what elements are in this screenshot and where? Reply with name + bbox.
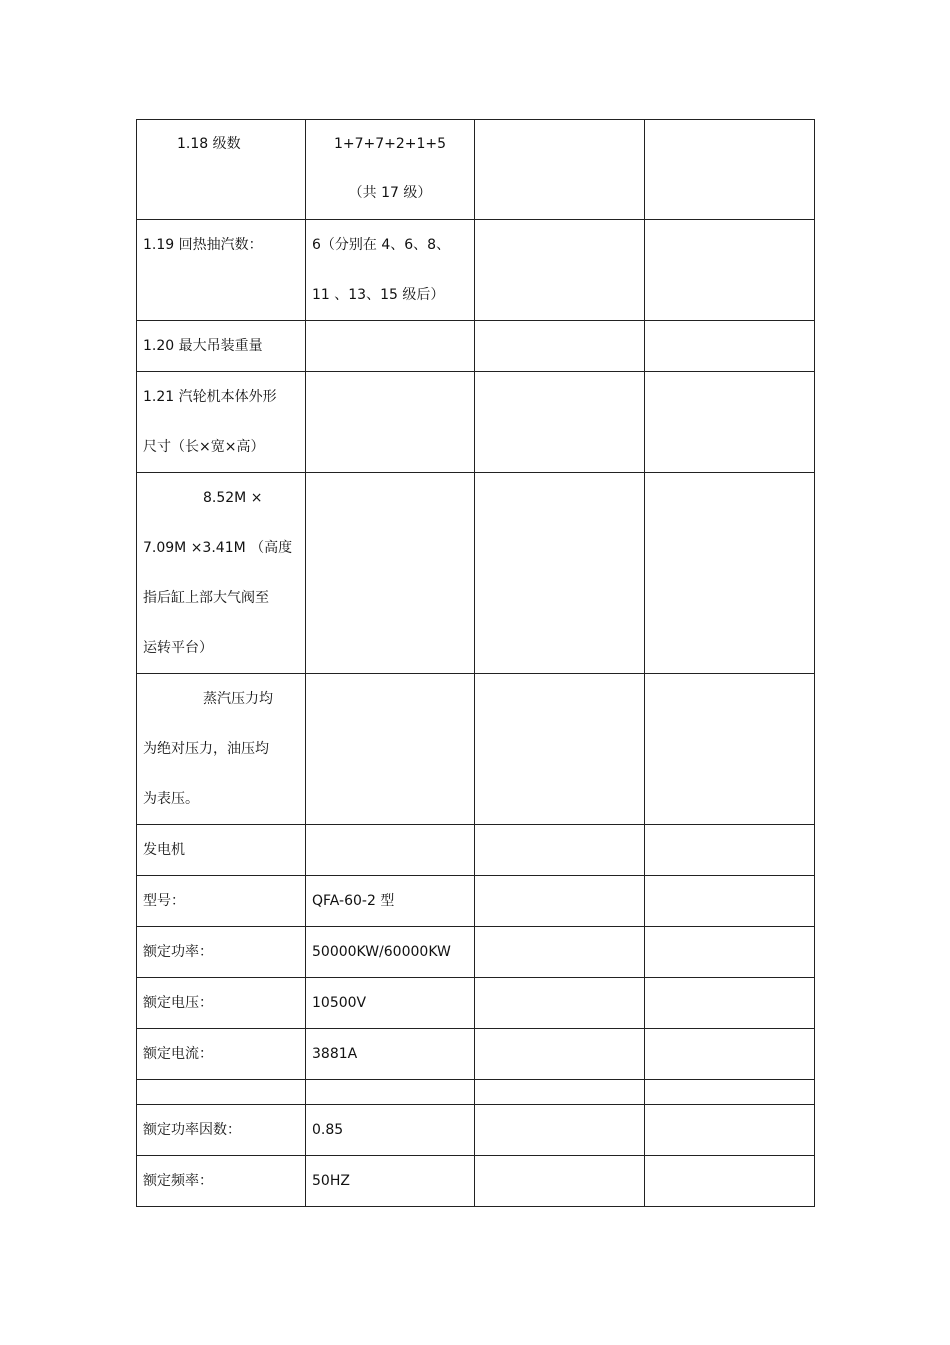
table-row: [137, 473, 815, 674]
param-cell: [137, 1029, 306, 1080]
value-cell: [306, 825, 475, 876]
value-cell: [306, 927, 475, 978]
param-text: 1.20 最大吊装重量: [143, 338, 263, 354]
empty-cell: [645, 1156, 815, 1207]
param-text: 指后缸上部大气阀至: [143, 590, 269, 606]
param-text: 尺寸（长×宽×高）: [143, 439, 265, 455]
value-text: 6（分别在 4、6、8、: [312, 237, 451, 253]
param-text: 额定电压：: [143, 995, 213, 1011]
table-row: [137, 1080, 815, 1105]
param-text: 额定频率：: [143, 1173, 213, 1189]
param-text: 1.21 汽轮机本体外形: [143, 389, 277, 405]
param-text: 型号：: [143, 893, 185, 909]
table-row: [137, 927, 815, 978]
table-row: [137, 876, 815, 927]
empty-cell: [475, 1156, 645, 1207]
param-text: 额定功率：: [143, 944, 213, 960]
param-cell: [137, 473, 306, 674]
empty-cell: [645, 473, 815, 674]
empty-cell: [645, 978, 815, 1029]
empty-cell: [475, 1029, 645, 1080]
value-cell: [306, 220, 475, 321]
value-cell: [306, 120, 475, 220]
table-row: [137, 321, 815, 372]
empty-cell: [475, 321, 645, 372]
empty-cell: [475, 220, 645, 321]
value-cell: [306, 1105, 475, 1156]
table-row: [137, 1156, 815, 1207]
param-text: 1.19 回热抽汽数：: [143, 237, 263, 253]
value-cell: [306, 978, 475, 1029]
spec-table: [136, 119, 815, 1207]
param-text: 为表压。: [143, 791, 199, 807]
value-cell: [306, 473, 475, 674]
table-row: [137, 1105, 815, 1156]
param-cell: [137, 825, 306, 876]
value-cell: [306, 372, 475, 473]
param-text: 1.18 级数: [177, 136, 241, 152]
param-text: 额定电流：: [143, 1046, 213, 1062]
table-row: [137, 220, 815, 321]
empty-cell: [645, 1080, 815, 1105]
param-cell: [137, 978, 306, 1029]
empty-cell: [645, 120, 815, 220]
param-cell: [137, 220, 306, 321]
value-text: 50000KW/60000KW: [312, 944, 451, 960]
value-text: 1+7+7+2+1+5: [333, 136, 447, 152]
param-cell: [137, 1156, 306, 1207]
value-text: QFA-60-2 型: [312, 893, 395, 909]
value-cell: [306, 1156, 475, 1207]
value-text: 3881A: [312, 1046, 358, 1062]
empty-cell: [306, 1080, 475, 1105]
empty-cell: [645, 674, 815, 825]
param-cell: [137, 321, 306, 372]
param-text: 发电机: [143, 842, 185, 858]
table-row: [137, 1029, 815, 1080]
value-text: 0.85: [312, 1122, 344, 1138]
empty-cell: [645, 372, 815, 473]
table-row: [137, 825, 815, 876]
empty-cell: [645, 1105, 815, 1156]
empty-cell: [475, 674, 645, 825]
value-cell: [306, 1029, 475, 1080]
value-text: 50HZ: [312, 1173, 350, 1189]
param-cell: [137, 927, 306, 978]
param-text: 运转平台）: [143, 640, 213, 656]
value-text: 10500V: [312, 995, 367, 1011]
empty-cell: [645, 321, 815, 372]
table-row: [137, 978, 815, 1029]
empty-cell: [645, 927, 815, 978]
value-cell: [306, 674, 475, 825]
empty-cell: [475, 120, 645, 220]
empty-cell: [645, 825, 815, 876]
param-text: 7.09M ×3.41M （高度: [143, 540, 293, 556]
value-text: 11 、13、15 级后）: [312, 287, 445, 303]
param-cell: [137, 674, 306, 825]
param-text: 蒸汽压力均: [203, 691, 273, 707]
empty-cell: [645, 220, 815, 321]
value-text: （共 17 级）: [348, 185, 432, 201]
param-cell: [137, 372, 306, 473]
table-row: [137, 674, 815, 825]
empty-cell: [475, 1080, 645, 1105]
param-text: 8.52M ×: [203, 490, 263, 506]
param-text: 为绝对压力，油压均: [143, 741, 269, 757]
value-cell: [306, 321, 475, 372]
empty-cell: [475, 372, 645, 473]
empty-cell: [645, 876, 815, 927]
value-cell: [306, 876, 475, 927]
empty-cell: [475, 978, 645, 1029]
empty-cell: [475, 876, 645, 927]
empty-cell: [475, 473, 645, 674]
empty-cell: [475, 1105, 645, 1156]
param-cell: [137, 1105, 306, 1156]
param-cell: [137, 876, 306, 927]
empty-cell: [475, 927, 645, 978]
empty-cell: [645, 1029, 815, 1080]
empty-cell: [137, 1080, 306, 1105]
table-row: [137, 372, 815, 473]
param-cell: [137, 120, 306, 220]
empty-cell: [475, 825, 645, 876]
table-row: [137, 120, 815, 220]
param-text: 额定功率因数：: [143, 1122, 241, 1138]
